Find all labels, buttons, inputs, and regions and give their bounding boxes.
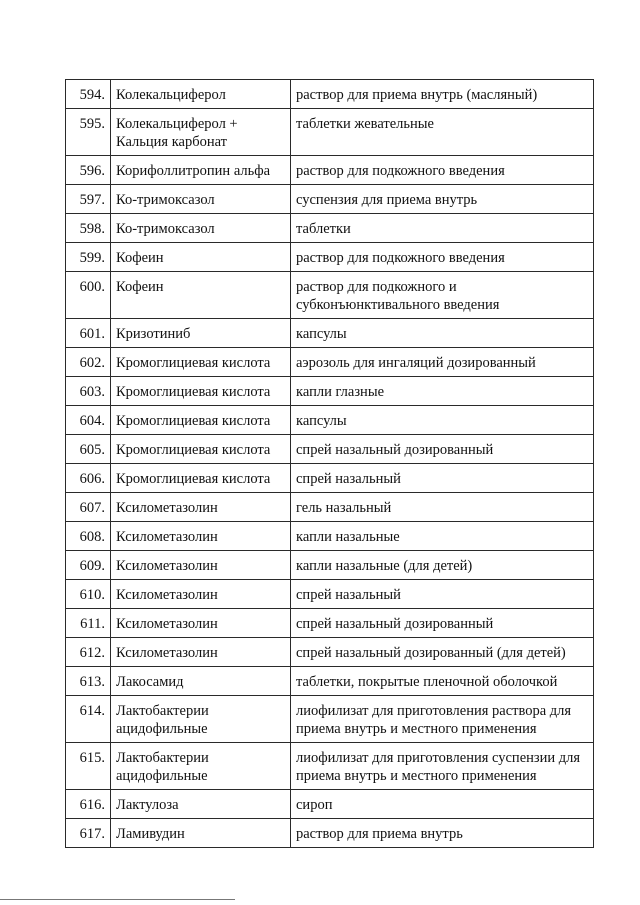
dosage-form: капсулы <box>291 319 594 348</box>
dosage-form: таблетки, покрытые пленочной оболочкой <box>291 667 594 696</box>
dosage-form: спрей назальный <box>291 464 594 493</box>
row-number: 610. <box>66 580 111 609</box>
table-row <box>66 522 594 551</box>
row-number: 614. <box>66 696 111 743</box>
row-number: 607. <box>66 493 111 522</box>
table-row <box>66 272 594 319</box>
table-row <box>66 348 594 377</box>
table-row <box>66 109 594 156</box>
drug-name: Кромоглициевая кислота <box>111 435 291 464</box>
table-row <box>66 214 594 243</box>
dosage-form: гель назальный <box>291 493 594 522</box>
table-row <box>66 493 594 522</box>
drug-name: Кромоглициевая кислота <box>111 406 291 435</box>
dosage-form: капли назальные <box>291 522 594 551</box>
drug-name: Лактобактерии ацидофильные <box>111 696 291 743</box>
dosage-form: суспензия для приема внутрь <box>291 185 594 214</box>
row-number: 617. <box>66 819 111 848</box>
dosage-form: аэрозоль для ингаляций дозированный <box>291 348 594 377</box>
row-number: 605. <box>66 435 111 464</box>
table-row <box>66 377 594 406</box>
dosage-form: лиофилизат для приготовления раствора для приема внутрь и местного применения <box>291 696 594 743</box>
row-number: 608. <box>66 522 111 551</box>
row-number: 615. <box>66 743 111 790</box>
row-number: 613. <box>66 667 111 696</box>
dosage-form: спрей назальный дозированный <box>291 609 594 638</box>
row-number: 601. <box>66 319 111 348</box>
dosage-form: капли глазные <box>291 377 594 406</box>
row-number: 594. <box>66 80 111 109</box>
dosage-form: спрей назальный дозированный (для детей) <box>291 638 594 667</box>
drug-name: Кромоглициевая кислота <box>111 348 291 377</box>
row-number: 595. <box>66 109 111 156</box>
table-row <box>66 156 594 185</box>
table-row <box>66 551 594 580</box>
dosage-form: раствор для приема внутрь (масляный) <box>291 80 594 109</box>
dosage-form: раствор для приема внутрь <box>291 819 594 848</box>
table-row <box>66 406 594 435</box>
row-number: 611. <box>66 609 111 638</box>
table-row <box>66 819 594 848</box>
drug-name: Ксилометазолин <box>111 493 291 522</box>
drug-name: Колекальциферол + Кальция карбонат <box>111 109 291 156</box>
table-row <box>66 638 594 667</box>
dosage-form: капли назальные (для детей) <box>291 551 594 580</box>
table-row <box>66 580 594 609</box>
drug-list-table <box>65 79 594 848</box>
row-number: 598. <box>66 214 111 243</box>
drug-name: Ксилометазолин <box>111 580 291 609</box>
table-row <box>66 609 594 638</box>
table-row <box>66 743 594 790</box>
table-row <box>66 243 594 272</box>
dosage-form: спрей назальный дозированный <box>291 435 594 464</box>
table-row <box>66 696 594 743</box>
dosage-form: спрей назальный <box>291 580 594 609</box>
dosage-form: раствор для подкожного и субконъюнктивального введения <box>291 272 594 319</box>
table-row <box>66 185 594 214</box>
row-number: 597. <box>66 185 111 214</box>
row-number: 604. <box>66 406 111 435</box>
drug-name: Корифоллитропин альфа <box>111 156 291 185</box>
table-row <box>66 435 594 464</box>
drug-name: Ламивудин <box>111 819 291 848</box>
row-number: 606. <box>66 464 111 493</box>
footnote-divider <box>0 899 235 900</box>
drug-name: Лакосамид <box>111 667 291 696</box>
drug-name: Ксилометазолин <box>111 609 291 638</box>
drug-list-body <box>66 80 594 848</box>
drug-name: Колекальциферол <box>111 80 291 109</box>
table-row <box>66 319 594 348</box>
dosage-form: лиофилизат для приготовления суспензии для приема внутрь и местного применения <box>291 743 594 790</box>
dosage-form: таблетки <box>291 214 594 243</box>
row-number: 599. <box>66 243 111 272</box>
row-number: 616. <box>66 790 111 819</box>
drug-name: Ко-тримоксазол <box>111 185 291 214</box>
drug-name: Кромоглициевая кислота <box>111 377 291 406</box>
drug-name: Кромоглициевая кислота <box>111 464 291 493</box>
drug-name: Ксилометазолин <box>111 551 291 580</box>
row-number: 602. <box>66 348 111 377</box>
table-row <box>66 464 594 493</box>
drug-name: Лактулоза <box>111 790 291 819</box>
drug-name: Кофеин <box>111 243 291 272</box>
row-number: 600. <box>66 272 111 319</box>
table-row <box>66 790 594 819</box>
row-number: 612. <box>66 638 111 667</box>
dosage-form: сироп <box>291 790 594 819</box>
drug-name: Кофеин <box>111 272 291 319</box>
dosage-form: таблетки жевательные <box>291 109 594 156</box>
drug-name: Ко-тримоксазол <box>111 214 291 243</box>
table-row <box>66 80 594 109</box>
dosage-form: капсулы <box>291 406 594 435</box>
dosage-form: раствор для подкожного введения <box>291 156 594 185</box>
drug-name: Лактобактерии ацидофильные <box>111 743 291 790</box>
drug-name: Кризотиниб <box>111 319 291 348</box>
drug-name: Ксилометазолин <box>111 522 291 551</box>
row-number: 596. <box>66 156 111 185</box>
row-number: 609. <box>66 551 111 580</box>
table-row <box>66 667 594 696</box>
dosage-form: раствор для подкожного введения <box>291 243 594 272</box>
drug-name: Ксилометазолин <box>111 638 291 667</box>
row-number: 603. <box>66 377 111 406</box>
